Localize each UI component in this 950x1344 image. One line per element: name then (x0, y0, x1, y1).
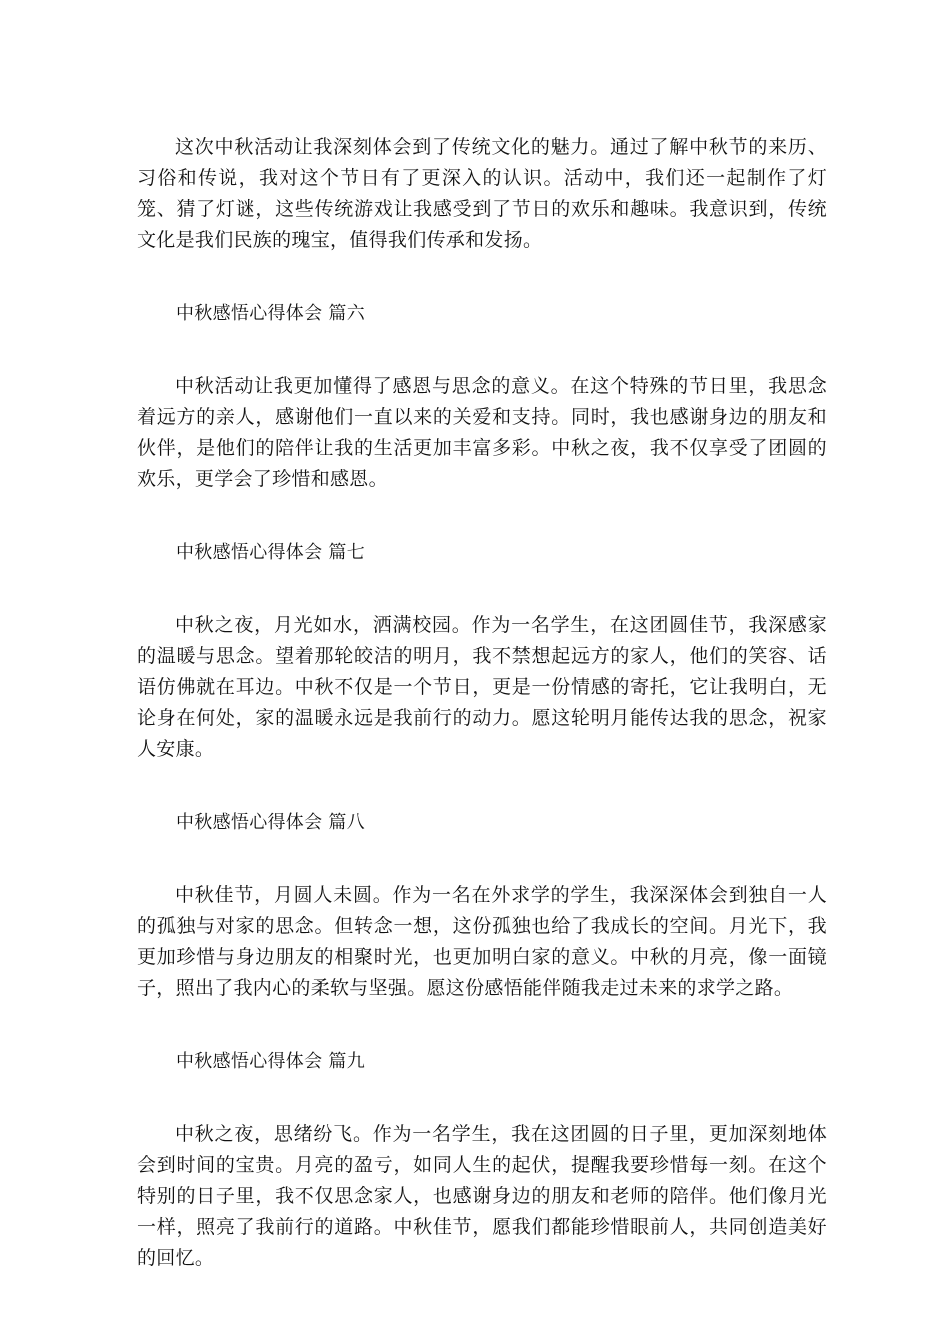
section-heading-8: 中秋感悟心得体会 篇八 (176, 812, 366, 833)
section-heading-7: 中秋感悟心得体会 篇七 (176, 542, 366, 563)
document-body (137, 132, 827, 1316)
section-heading-6: 中秋感悟心得体会 篇六 (176, 303, 366, 324)
paragraph-section-6: 中秋活动让我更加懂得了感恩与思念的意义。在这个特殊的节日里，我思念着远方的亲人，感谢他们一直以来的关爱和支持。同时，我也感谢身边的朋友和伙伴，是他们的陪伴让我的生活更加丰富多彩。中秋之夜，我不仅享受了团圆的欢乐，更学会了珍惜和感恩。 (137, 375, 827, 490)
paragraph-section-7: 中秋之夜，月光如水，洒满校园。作为一名学生，在这团圆佳节，我深感家的温暖与思念。望着那轮皎洁的明月，我不禁想起远方的家人，他们的笑容、话语仿佛就在耳边。中秋不仅是一个节日，更是一份情感的寄托，它让我明白，无论身在何处，家的温暖永远是我前行的动力。愿这轮明月能传达我的思念，祝家人安康。 (137, 614, 827, 760)
paragraph-section-9: 中秋之夜，思绪纷飞。作为一名学生，我在这团圆的日子里，更加深刻地体会到时间的宝贵。月亮的盈亏，如同人生的起伏，提醒我要珍惜每一刻。在这个特别的日子里，我不仅思念家人，也感谢身边的朋友和老师的陪伴。他们像月光一样，照亮了我前行的道路。中秋佳节，愿我们都能珍惜眼前人，共同创造美好的回忆。 (137, 1123, 827, 1269)
section-heading-9: 中秋感悟心得体会 篇九 (176, 1051, 366, 1072)
paragraph-section-8: 中秋佳节，月圆人未圆。作为一名在外求学的学生，我深深体会到独自一人的孤独与对家的思念。但转念一想，这份孤独也给了我成长的空间。月光下，我更加珍惜与身边朋友的相聚时光，也更加明白家的意义。中秋的月亮，像一面镜子，照出了我内心的柔软与坚强。愿这份感悟能伴随我走过未来的求学之路。 (137, 884, 827, 999)
paragraph-intro: 这次中秋活动让我深刻体会到了传统文化的魅力。通过了解中秋节的来历、习俗和传说，我对这个节日有了更深入的认识。活动中，我们还一起制作了灯笼、猜了灯谜，这些传统游戏让我感受到了节日的欢乐和趣味。我意识到，传统文化是我们民族的瑰宝，值得我们传承和发扬。 (137, 136, 827, 251)
